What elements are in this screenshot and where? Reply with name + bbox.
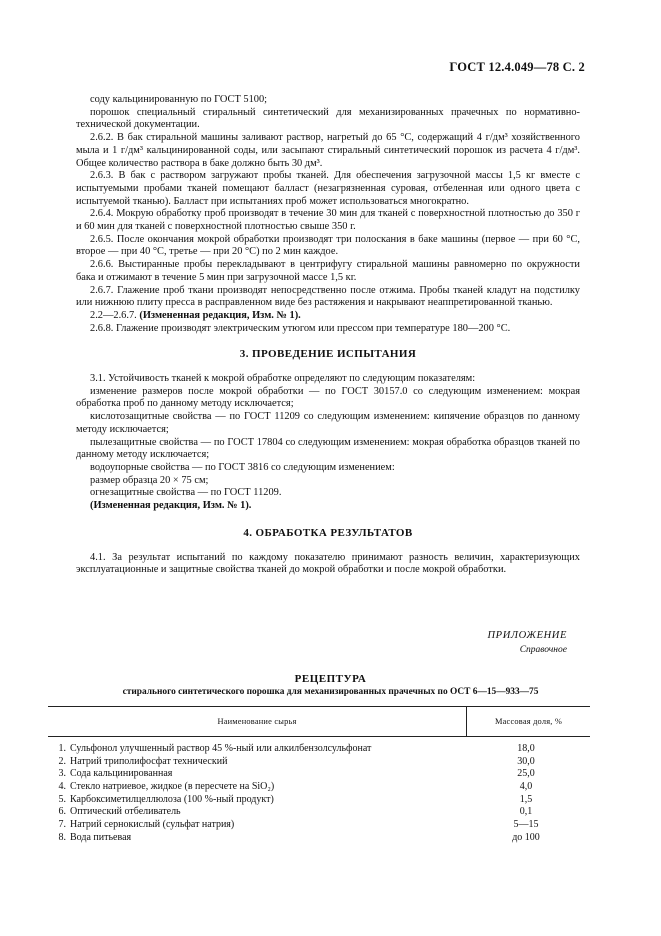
appendix-subtitle: Справочное	[519, 645, 567, 655]
page-header: ГОСТ 12.4.049—78 С. 2	[449, 60, 585, 74]
paragraph-2-6-7: 2.6.7. Глажение проб ткани производят непосредственно после отжима. Пробы тканей кладут на подстилку или нижнюю плиту пресса в расправленном виде без растяжения и накрывают неаппретированной тканью.	[76, 284, 580, 309]
row-value: до 100	[512, 831, 540, 843]
row-value: 5—15	[513, 819, 539, 831]
row-value: 25,0	[517, 768, 535, 780]
table-row	[48, 781, 590, 794]
table-row	[48, 832, 590, 845]
paragraph-2-6-8: 2.6.8. Глажение производят электрическим утюгом или прессом при температуре 180—200 °С.	[90, 322, 511, 334]
row-name: Сульфонол улучшенный раствор 45 %-ный или алкилбензолсульфонат	[70, 743, 372, 754]
paragraph-4-1: 4.1. За результат испытаний по каждому показателю принимают разность величин, характеризующих эксплуатационные и защитные свойства тканей до мокрой обработки и после мокрой обработки.	[76, 551, 580, 576]
amendment-ref: 2.2—2.6.7.	[90, 309, 137, 321]
row-value: 30,0	[517, 755, 535, 767]
table-row	[48, 768, 590, 781]
paragraph-3-1: 3.1. Устойчивость тканей к мокрой обработке определяют по следующим показателям:	[90, 373, 476, 385]
row-name: Карбоксиметилцеллюлоза (100 %-ный продукт)	[70, 793, 274, 805]
row-name: Оптический отбеливатель	[70, 806, 181, 818]
paragraph-2-6-6: 2.6.6. Выстиранные пробы перекладывают в центрифугу стиральной машины равномерно по окружности бака и отжимают в течение 5 мин при загрузочной массе 1,5 кг.	[76, 259, 580, 283]
table-row	[48, 756, 590, 769]
row-number: 3.	[58, 768, 66, 780]
section-4-title: 4. ОБРАБОТКА РЕЗУЛЬТАТОВ	[243, 526, 413, 539]
table-header	[48, 707, 590, 736]
row-name: Натрий триполифосфат технический	[70, 755, 228, 767]
paragraph: изменение размеров после мокрой обработки — по ГОСТ 30157.0 со следующим изменением: мокрая обработка проб по данному методу исключается;	[76, 385, 580, 410]
paragraph: порошок специальный стиральный синтетический для механизированных прачечных по нормативно-технической документации.	[76, 106, 580, 131]
row-name: Стекло натриевое, жидкое (в пересчете на SiO₂)	[70, 781, 275, 793]
row-number: 7.	[58, 819, 66, 831]
row-value: 4,0	[519, 781, 533, 793]
table-row	[48, 743, 590, 756]
appendix-title: ПРИЛОЖЕНИЕ	[487, 630, 567, 641]
paragraph-2-6-3: 2.6.3. В бак с раствором загружают пробы тканей. Для обеспечения загрузочной массы 1,5 кг вместе с испытуемыми пробами тканей помещают балласт (незагрязненная суровая, отбеленная или одного цвета с испытуемой тканью). Балласт при испытаниях проб может использоваться многократно.	[76, 170, 580, 207]
paragraph-2-6-5: 2.6.5. После окончания мокрой обработки производят три полоскания в баке машины (первое — при 60 °С, второе — при 40 °С, третье — при 20 °С) по 2 мин каждое.	[76, 233, 580, 258]
paragraph: огнезащитные свойства — по ГОСТ 11209.	[90, 487, 282, 499]
column-header-value: Массовая доля, %	[494, 717, 563, 726]
paragraph-2-6-4: 2.6.4. Мокрую обработку проб производят в течение 30 мин для тканей с поверхностной плотностью до 350 г и 60 мин для тканей с поверхностной плотностью свыше 350 г.	[76, 208, 580, 233]
paragraph: размер образца 20 × 75 см;	[90, 474, 209, 486]
paragraph: пылезащитные свойства — по ГОСТ 17804 со следующим изменением: мокрая обработка образцов тканей по данному методу исключается;	[76, 436, 580, 461]
table-row	[48, 806, 590, 819]
paragraph: водоупорные свойства — по ГОСТ 3816 со следующим изменением:	[90, 461, 395, 473]
row-name: Натрий сернокислый (сульфат натрия)	[70, 819, 235, 831]
row-number: 1.	[58, 743, 66, 754]
table-row	[48, 819, 590, 832]
row-number: 5.	[58, 793, 66, 805]
row-name: Вода питьевая	[70, 831, 132, 843]
row-name: Сода кальцинированная	[70, 768, 173, 780]
amendment-label: (Измененная редакция, Изм. № 1).	[139, 309, 301, 321]
body-text	[76, 94, 580, 577]
row-number: 6.	[58, 806, 66, 818]
table-row	[48, 794, 590, 807]
recipe-subtitle: стирального синтетического порошка для механизированных прачечных по ОСТ 6—15—933—75	[122, 687, 539, 697]
column-header-name: Наименование сырья	[48, 707, 467, 736]
row-number: 4.	[58, 781, 66, 793]
amendment-note	[76, 310, 580, 323]
table-body	[48, 737, 590, 845]
paragraph: кислотозащитные свойства — по ГОСТ 11209 со следующим изменением: кипячение образцов по данному методу исключается;	[76, 411, 580, 435]
paragraph-2-6-2: 2.6.2. В бак стиральной машины заливают раствор, нагретый до 65 °С, содержащий 4 г/дм³ хозяйственного мыла и 1 г/дм³ кальцинированной соды, или засыпают стиральный синтетический порошок из расчета 4 г/дм³. Общее количество раствора в баке должно быть 30 дм³.	[76, 132, 580, 169]
row-value: 18,0	[517, 743, 535, 754]
row-value: 0,1	[519, 806, 533, 818]
appendix-label	[488, 629, 568, 657]
recipe-table	[48, 706, 590, 845]
row-number: 8.	[58, 831, 66, 843]
paragraph: соду кальцинированную по ГОСТ 5100;	[90, 94, 268, 105]
section-3-title: 3. ПРОВЕДЕНИЕ ИСПЫТАНИЯ	[239, 348, 417, 361]
row-value: 1,5	[519, 793, 533, 805]
row-number: 2.	[58, 755, 66, 767]
amendment-note: (Измененная редакция, Изм. № 1).	[90, 500, 252, 512]
recipe-title: РЕЦЕПТУРА	[294, 673, 367, 685]
